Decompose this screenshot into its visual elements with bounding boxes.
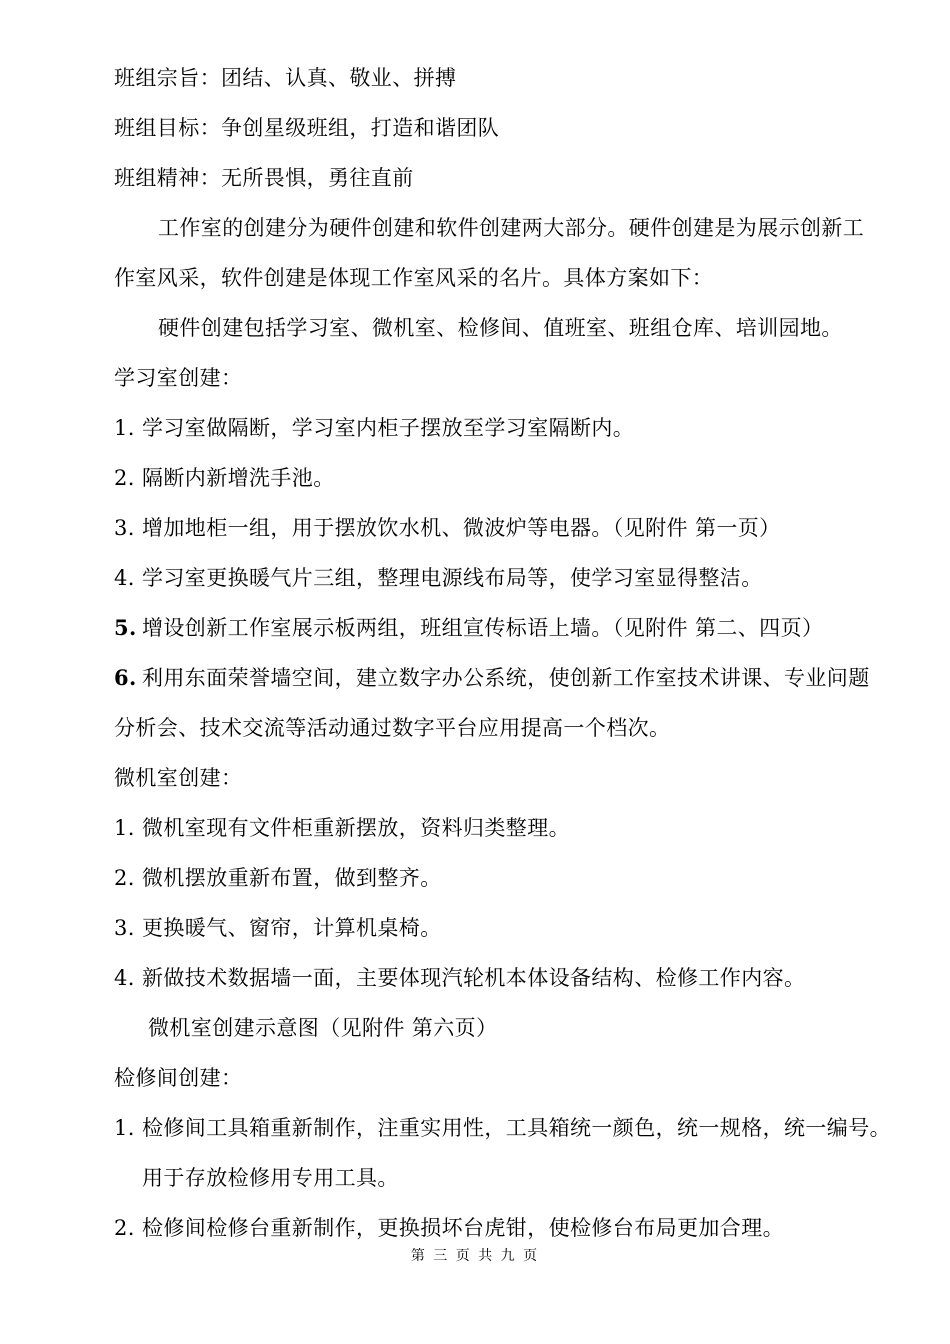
page-footer: 第 三 页 共 九 页 [410, 1248, 540, 1264]
list-item-text: 检修间工具箱重新制作，注重实用性，工具箱统一颜色，统一规格，统一编号。 [142, 1116, 891, 1140]
list-item-text: 检修间检修台重新制作，更换损坏台虎钳，使检修台布局更加合理。 [142, 1216, 784, 1240]
list-item-text: 隔断内新增洗手池。 [142, 466, 335, 490]
study-room-item-6-continued: 分析会、技术交流等活动通过数字平台应用提高一个档次。 [114, 716, 671, 740]
study-room-item-4 [114, 564, 904, 592]
intro-paragraph-line-1: 工作室的创建分为硬件创建和软件创建两大部分。硬件创建是为展示创新工 [158, 216, 865, 240]
list-number: 2. [114, 866, 135, 890]
list-number: 1. [114, 816, 135, 840]
intro-paragraph-line-2: 作室风采，软件创建是体现工作室风采的名片。具体方案如下： [114, 266, 714, 290]
list-item-text: 更换暖气、窗帘，计算机桌椅。 [142, 916, 442, 940]
list-item-text: 新做技术数据墙一面，主要体现汽轮机本体设备结构、检修工作内容。 [142, 966, 806, 990]
computer-room-item-1 [114, 814, 904, 842]
team-goal-line: 班组目标：争创星级班组，打造和谐团队 [114, 116, 500, 140]
computer-room-diagram-note: 微机室创建示意图（见附件 第六页） [148, 1016, 498, 1040]
list-number: 1. [114, 416, 135, 440]
list-number: 3. [114, 516, 135, 540]
list-item-text: 利用东面荣誉墙空间，建立数字办公系统，使创新工作室技术讲课、专业问题 [142, 666, 870, 690]
study-room-item-6 [114, 664, 904, 692]
list-number: 1. [114, 1116, 135, 1140]
list-number: 4. [114, 966, 135, 990]
study-room-item-2 [114, 464, 904, 492]
list-number: 3. [114, 916, 135, 940]
list-number: 4. [114, 566, 135, 590]
team-purpose-line: 班组宗旨：团结、认真、敬业、拼搏 [114, 66, 457, 90]
computer-room-heading: 微机室创建： [114, 766, 243, 790]
list-item-text: 增加地柜一组，用于摆放饮水机、微波炉等电器。（见附件 第一页） [142, 516, 781, 540]
computer-room-item-4 [114, 964, 904, 992]
team-spirit-line: 班组精神：无所畏惧，勇往直前 [114, 166, 414, 190]
hardware-summary-line: 硬件创建包括学习室、微机室、检修间、值班室、班组仓库、培训园地。 [158, 316, 843, 340]
list-item-text: 增设创新工作室展示板两组，班组宣传标语上墙。（见附件 第二、四页） [142, 616, 824, 640]
list-item-text: 学习室做隔断，学习室内柜子摆放至学习室隔断内。 [142, 416, 635, 440]
list-item-text: 微机室现有文件柜重新摆放，资料归类整理。 [142, 816, 570, 840]
list-number: 5. [114, 615, 137, 640]
repair-room-item-2 [114, 1214, 904, 1242]
repair-room-item-1-continued: 用于存放检修用专用工具。 [142, 1166, 399, 1190]
study-room-heading: 学习室创建： [114, 366, 243, 390]
list-number: 6. [114, 665, 137, 690]
list-item-text: 微机摆放重新布置，做到整齐。 [142, 866, 442, 890]
computer-room-item-2 [114, 864, 904, 892]
study-room-item-5 [114, 614, 904, 642]
study-room-item-1 [114, 414, 904, 442]
repair-room-heading: 检修间创建： [114, 1066, 243, 1090]
repair-room-item-1 [114, 1114, 904, 1142]
list-number: 2. [114, 1216, 135, 1240]
computer-room-item-3 [114, 914, 904, 942]
list-item-text: 学习室更换暖气片三组，整理电源线布局等，使学习室显得整洁。 [142, 566, 763, 590]
list-number: 2. [114, 466, 135, 490]
study-room-item-3 [114, 514, 904, 542]
